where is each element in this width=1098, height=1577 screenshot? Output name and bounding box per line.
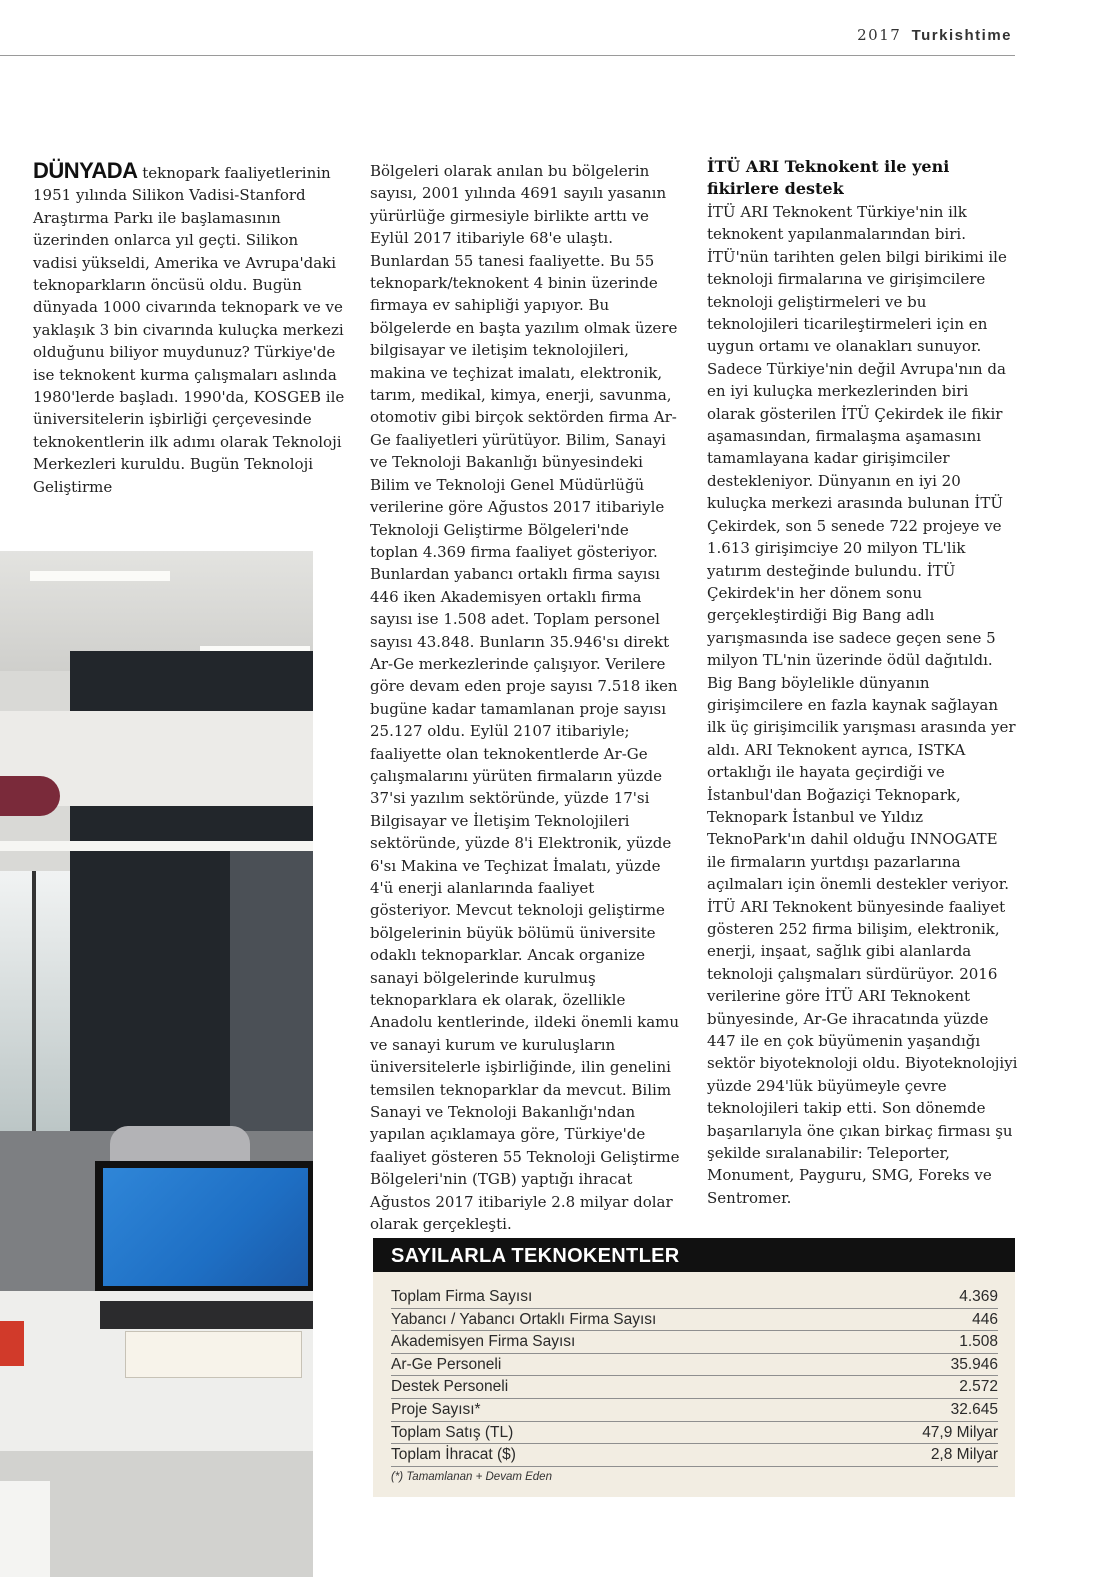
intro-text: teknopark faaliyetlerinin 1951 yılında Silikon Vadisi-Stanford Araştırma Parkı ile başlamasının üzerinden onlarca yıl geçti. Silikon vadisi yükseldi, Amerika ve Avrupa'daki teknoparkların öncüsü oldu. Bugün dünyada 1000 civarında teknopark ve ve yaklaşık 3 bin civarında kuluçka merkezi olduğunu biliyor muydunuz? Türkiye'de ise teknokent kurma çalışmaları aslında 1980'lerde başladı. 1990'da, KOSGEB ile üniversitelerin işbirliği çerçevesinde teknokentlerin ilk adımı olarak Teknoloji Merkezleri kuruldu. Bugün Teknoloji Geliştirme: [33, 164, 345, 496]
ceiling-light: [30, 571, 170, 581]
stat-row: [391, 1444, 998, 1467]
article-column-1: [33, 160, 345, 498]
stat-row: [391, 1422, 998, 1445]
stat-label: Ar-Ge Personeli: [391, 1355, 502, 1373]
stats-title: SAYILARLA TEKNOKENTLER: [373, 1238, 1015, 1272]
window-frame: [32, 871, 36, 1131]
stat-row: [391, 1286, 998, 1309]
stat-row: [391, 1354, 998, 1377]
stat-label: Destek Personeli: [391, 1378, 509, 1396]
stats-box: [373, 1238, 1015, 1497]
stat-value: 2,8 Milyar: [930, 1446, 998, 1464]
issue-year: 2017: [857, 26, 902, 44]
stat-label: Proje Sayısı*: [391, 1400, 481, 1418]
stat-value: 35.946: [950, 1355, 998, 1373]
monitor-screen: [103, 1168, 308, 1286]
article-column-3: [707, 156, 1019, 1209]
column-2-text: Bölgeleri olarak anılan bu bölgelerin sayısı, 2001 yılında 4691 sayılı yasanın yürürlüğe girmesiyle birlikte arttı ve Eylül 2017 itibariyle 68'e ulaştı. Bunlardan 55 tanesi faaliyette. Bu 55 teknopark/teknokent 4 binin üzerinde firmaya ev sahipliği yapıyor. Bu bölgelerde en başta yazılım olmak üzere bilgisayar ve iletişim teknolojileri, makina ve teçhizat imalatı, elektronik, tarım, medikal, kimya, enerji, savunma, otomotiv gibi birçok sektörden firma Ar-Ge faaliyetleri yürütüyor. Bilim, Sanayi ve Teknoloji Bakanlığı bünyesindeki Bilim ve Teknoloji Genel Müdürlüğü verilerine göre Ağustos 2017 itibariyle Teknoloji Geliştirme Bölgeleri'nde toplan 4.369 firma faaliyet gösteriyor. Bunlardan yabancı ortaklı firma sayısı 446 iken Akademisyen ortaklı firma sayısı ise 1.508 adet. Toplam personel sayısı 43.848. Bunların 35.946'sı direkt Ar-Ge merkezlerinde çalışıyor. Verilere göre devam eden proje sayısı 7.518 iken bugüne kadar tamamlanan proje sayısı 25.127 oldu. Eylül 2107 itibariyle; faaliyette olan teknokentlerde Ar-Ge çalışmalarını yürüten firmaların yüzde 37'si yazılım sektöründe, yüzde 17'si Bilgisayar ve İletişim Teknolojileri sektöründe, yüzde 8'i Elektronik, yüzde 6'sı Makina ve Teçhizat İmalatı, yüzde 4'ü enerji alanlarında faaliyet gösteriyor. Mevcut teknoloji geliştirme bölgelerinin büyük bölümü üniversite odaklı teknoparklar. Ancak organize sanayi bölgelerinde kurulmuş teknoparklara ek olarak, özellikle Anadolu kentlerinde, ildeki önemli kamu ve sanayi kurum ve kuruluşların üniversitelerle işbirliğinde, ilin genelini temsilen teknoparklar da mevcut. Bilim Sanayi ve Teknoloji Bakanlığı'ndan yapılan açıklamaya göre, Türkiye'de faaliyet gösteren 55 Teknoloji Geliştirme Bölgeleri'nin (TGB) yaptığı ihracat Ağustos 2017 itibariyle 2.8 milyar dolar olarak gerçekleşti.: [370, 162, 680, 1234]
office-photo: [0, 551, 313, 1577]
stat-label: Toplam Firma Sayısı: [391, 1288, 533, 1305]
stats-footnote: (*) Tamamlanan + Devam Eden: [391, 1471, 552, 1483]
intro-paragraph: [33, 160, 345, 498]
stat-value: 4.369: [959, 1288, 998, 1305]
stat-value: 32.645: [950, 1400, 998, 1418]
light-strip: [0, 841, 313, 851]
lead-word: DÜNYADA: [33, 158, 138, 183]
stat-value: 1.508: [959, 1333, 998, 1351]
magazine-name: Turkishtime: [911, 27, 1012, 44]
sidebar-text: İTÜ ARI Teknokent Türkiye'nin ilk teknokent yapılanmalarından biri. İTÜ'nün tarihten gelen bilgi birikimi ile teknoloji firmalarına ve girişimcilere teknoloji geliştirmeleri ve bu teknolojileri ticarileştirmeleri için en uygun ortamı ve olanakları sunuyor. Sadece Türkiye'nin değil Avrupa'nın da en iyi kuluçka merkezlerinden biri olarak gösterilen İTÜ Çekirdek ile fikir aşamasından, firmalaşma aşamasını tamamlayana kadar girişimciler destekleniyor. Dünyanın en iyi 20 kuluçka merkezi arasında bulunan İTÜ Çekirdek, son 5 senede 722 projeye ve 1.613 girişimciye 20 milyon TL'lik yatırım desteğinde bulundu. İTÜ Çekirdek'in her dönem sonu gerçekleştirdiği Big Bang adlı yarışmasında ise sadece geçen sene 5 milyon TL'nin üzerinde ödül dağıtıldı. Big Bang böylelikle dünyanın girişimcilere en fazla kaynak sağlayan ilk üç girişimcilik yarışması arasında yer aldı. ARI Teknokent ayrıca, ISTKA ortaklığı ile hayata geçirdiği ve İstanbul'dan Boğaziçi Teknopark, Teknopark İstanbul ve Yıldız TeknoPark'ın dahil olduğu INNOGATE ile firmaların yurtdışı pazarlarına açılmaları için önemli destekler veriyor. İTÜ ARI Teknokent bünyesinde faaliyet gösteren 252 firma bilişim, elektronik, enerji, inşaat, sağlık gibi alanlarda teknoloji çalışmaları sürdürüyor. 2016 verilerine göre İTÜ ARI Teknokent bünyesinde, Ar-Ge ihracatında yüzde 447 ile en çok büyümenin yaşandığı sektör biyoteknoloji oldu. Biyoteknolojiyi yüzde 294'lük büyümeyle çevre teknolojileri takip etti. Son dönemde başarılarıyla öne çıkan birkaç firması şu şekilde sıralanabilir: Teleporter, Monument, Payguru, SMG, Foreks ve Sentromer.: [707, 203, 1018, 1207]
stat-label: Toplam İhracat ($): [391, 1446, 516, 1464]
stat-label: Akademisyen Firma Sayısı: [391, 1333, 576, 1351]
logo-mark: [0, 776, 60, 816]
running-header: [857, 26, 1012, 44]
stat-value: 47,9 Milyar: [922, 1423, 998, 1441]
notebook: [125, 1331, 302, 1378]
stat-row: [391, 1309, 998, 1332]
stat-label: Yabancı / Yabancı Ortaklı Firma Sayısı: [391, 1310, 657, 1328]
white-device: [0, 1481, 50, 1577]
stat-value: 446: [972, 1310, 998, 1328]
sidebar-heading: İTÜ ARI Teknokent ile yeni fikirlere destek: [707, 157, 950, 198]
keyboard: [100, 1301, 313, 1329]
stat-value: 2.572: [959, 1378, 998, 1396]
article-column-2: [370, 160, 680, 1236]
red-object: [0, 1321, 24, 1366]
header-rule: [0, 55, 1015, 56]
stats-rows: [391, 1286, 998, 1467]
stat-label: Toplam Satış (TL): [391, 1423, 514, 1441]
stat-row: [391, 1331, 998, 1354]
stat-row: [391, 1376, 998, 1399]
stat-row: [391, 1399, 998, 1422]
